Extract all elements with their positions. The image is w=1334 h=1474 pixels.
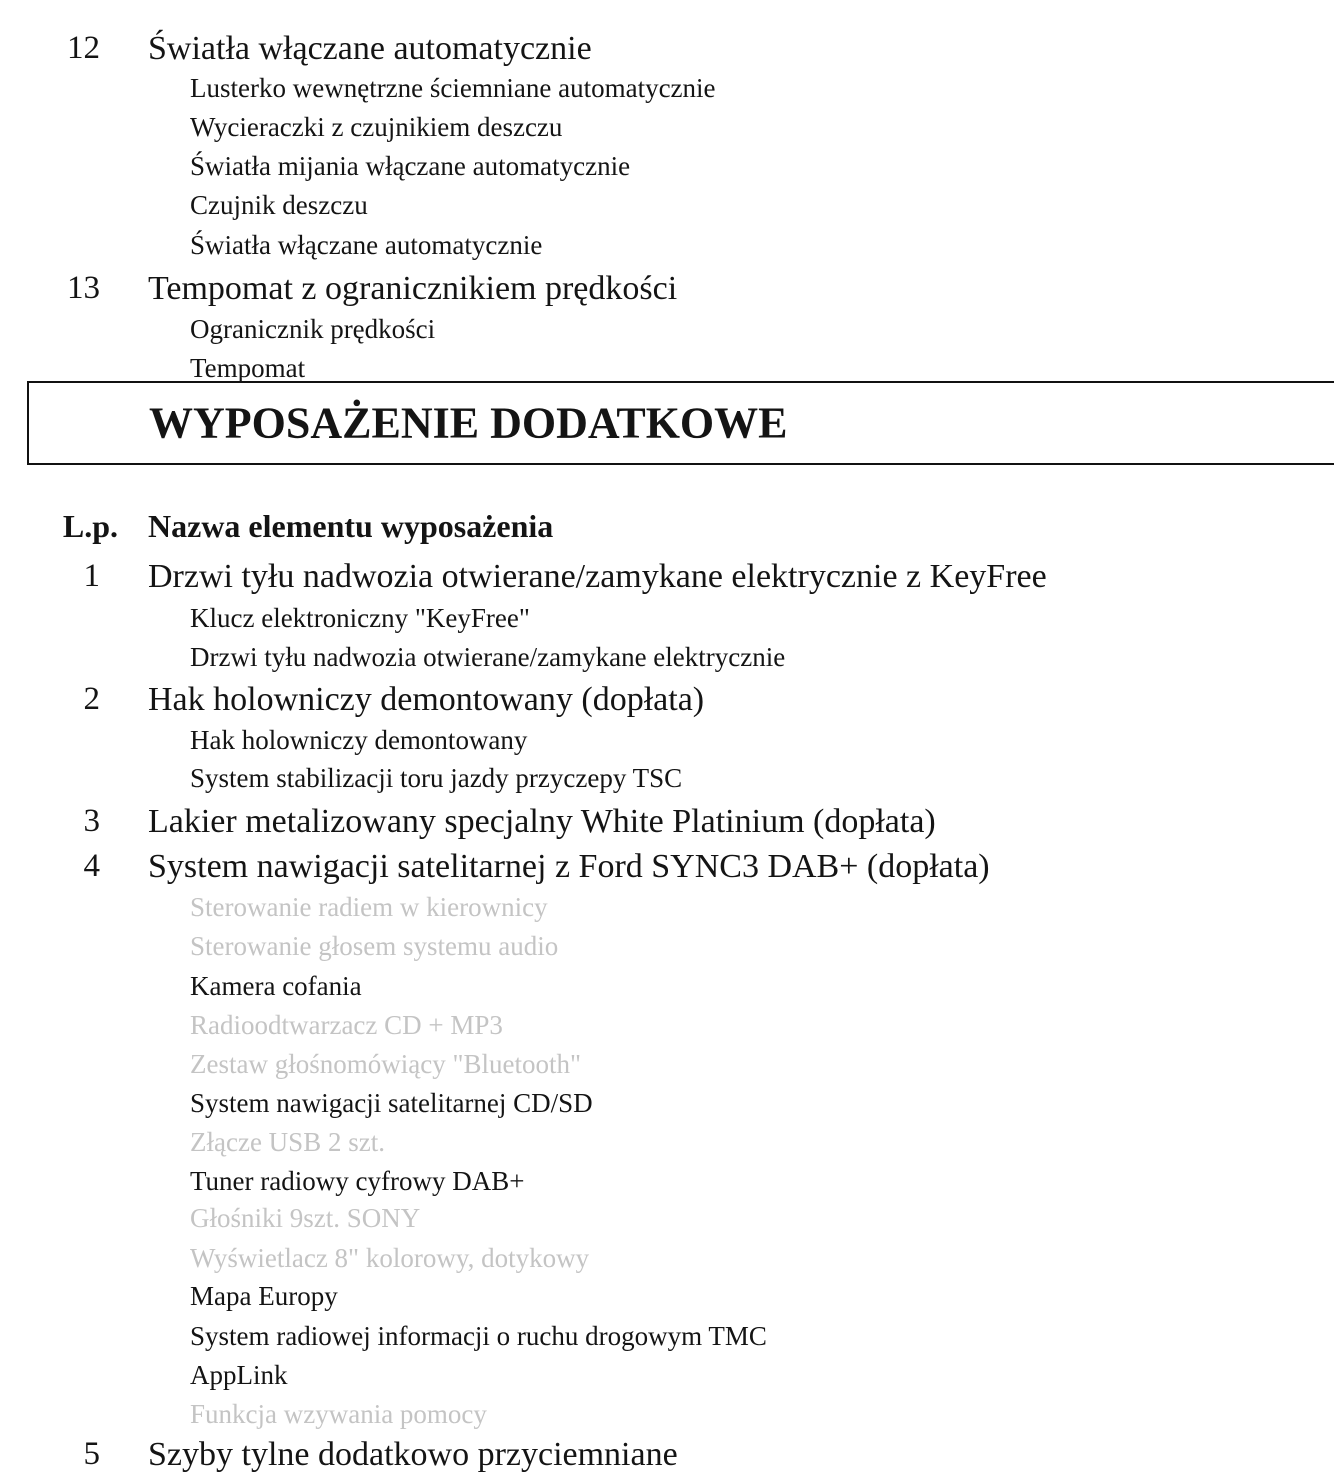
subitem-name: System radiowej informacji o ruchu drogowym TMC [190,1321,767,1351]
subitem-name: System stabilizacji toru jazdy przyczepy TSC [190,763,683,793]
item-name: Światła włączane automatycznie [148,30,592,67]
subitem-name: Wycieraczki z czujnikiem deszczu [190,112,563,142]
item-number: 3 [83,803,100,839]
item-name: Tempomat z ogranicznikiem prędkości [148,270,678,307]
subitem-name: Lusterko wewnętrzne ściemniane automatycznie [190,73,716,103]
header-num: L.p. [62,508,118,544]
subitem-name: Funkcja wzywania pomocy [190,1399,487,1429]
subitem-name: Sterowanie głosem systemu audio [190,931,559,961]
section-title-box [27,381,1334,465]
subitem-name: Hak holowniczy demontowany [190,725,528,755]
subitem-name: Złącze USB 2 szt. [190,1127,385,1157]
item-number: 12 [67,30,100,66]
subitem-name: System nawigacji satelitarnej CD/SD [190,1088,593,1118]
item-number: 5 [83,1436,100,1472]
subitem-name: Tempomat [190,353,306,383]
header-name: Nazwa elementu wyposażenia [148,508,554,544]
subitem-name: Drzwi tyłu nadwozia otwierane/zamykane elektrycznie [190,642,786,672]
subitem-name: Sterowanie radiem w kierownicy [190,892,548,922]
item-name: Szyby tylne dodatkowo przyciemniane [148,1436,678,1473]
item-name: System nawigacji satelitarnej z Ford SYNC3 DAB+ (dopłata) [148,848,990,885]
subitem-name: Tuner radiowy cyfrowy DAB+ [190,1166,525,1196]
subitem-name: Światła mijania włączane automatycznie [190,151,631,181]
subitem-name: Kamera cofania [190,971,362,1001]
subitem-name: Ogranicznik prędkości [190,314,436,344]
item-number: 13 [67,270,100,306]
item-number: 4 [83,848,100,884]
section-title: WYPOSAŻENIE DODATKOWE [149,398,788,448]
subitem-name: Zestaw głośnomówiący "Bluetooth" [190,1049,581,1079]
item-name: Drzwi tyłu nadwozia otwierane/zamykane elektrycznie z KeyFree [148,558,1047,595]
subitem-name: Radioodtwarzacz CD + MP3 [190,1010,503,1040]
subitem-name: Klucz elektroniczny "KeyFree" [190,603,530,633]
subitem-name: Głośniki 9szt. SONY [190,1203,421,1233]
subitem-name: Czujnik deszczu [190,190,368,220]
item-number: 1 [83,558,100,594]
subitem-name: Wyświetlacz 8" kolorowy, dotykowy [190,1243,590,1273]
subitem-name: Mapa Europy [190,1281,338,1311]
subitem-name: AppLink [190,1360,288,1390]
item-name: Lakier metalizowany specjalny White Platinium (dopłata) [148,803,936,840]
subitem-name: Światła włączane automatycznie [190,230,543,260]
item-number: 2 [83,681,100,717]
item-name: Hak holowniczy demontowany (dopłata) [148,681,705,718]
